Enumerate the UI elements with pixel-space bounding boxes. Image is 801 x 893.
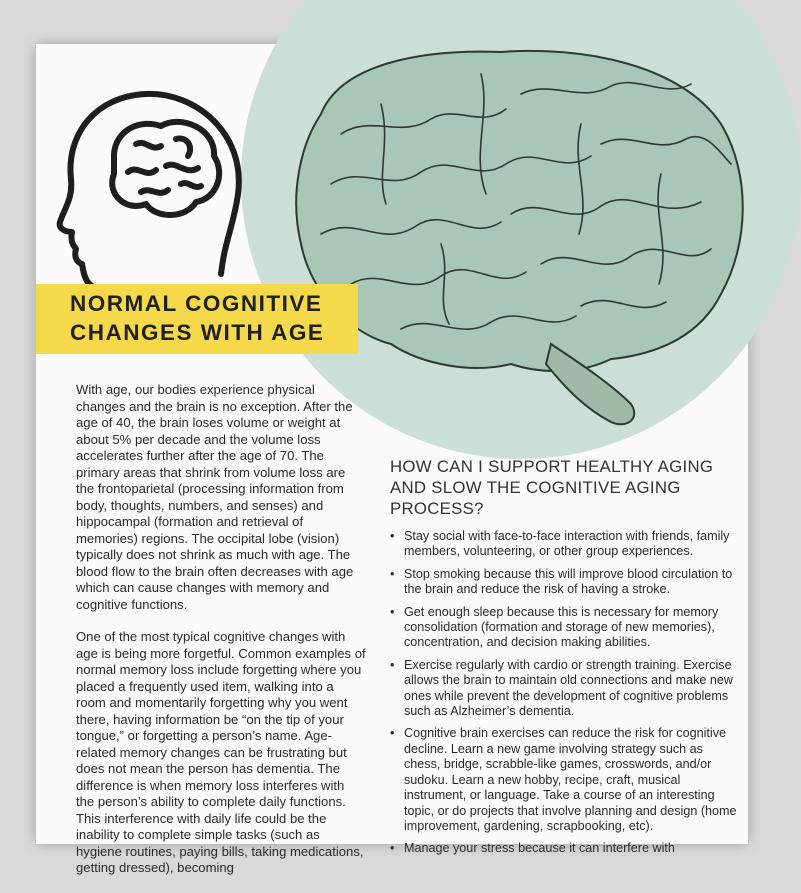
list-item <box>390 529 740 560</box>
list-item <box>390 726 740 834</box>
list-item-text: Cognitive brain exercises can reduce the risk for cognitive decline. Learn a new game involving strategy such as chess, bridge, scrabble-like games, crosswords, and/or sudoku. Learn a new hobby, recipe, craft, musical instrument, or language. Take a course of an interesting topic, or do projects that involve planning and design (home improvement, gardening, scrapbooking, etc). <box>404 726 737 833</box>
list-item <box>390 841 740 856</box>
title-line-1: NORMAL COGNITIVE <box>70 291 323 316</box>
brain-illustration <box>281 44 761 434</box>
bullet-icon: • <box>390 566 395 581</box>
list-item <box>390 605 740 651</box>
list-item-text: Stay social with face-to-face interaction with friends, family members, volunteering, or other group experiences. <box>404 529 730 559</box>
list-item <box>390 567 740 598</box>
title-line-2: CHANGES WITH AGE <box>70 320 325 345</box>
list-item-text: Get enough sleep because this is necessary for memory consolidation (formation and storage of new memories), concentration, and decision making abilities. <box>404 604 719 650</box>
tips-list <box>390 529 740 857</box>
list-item-text: Manage your stress because it can interfere with <box>404 841 675 856</box>
bullet-icon: • <box>390 841 395 856</box>
left-column <box>76 382 366 893</box>
bullet-icon: • <box>390 529 395 543</box>
head-brain-icon <box>56 84 256 314</box>
bullet-icon: • <box>390 726 395 741</box>
bullet-icon: • <box>390 657 395 672</box>
right-column <box>390 456 740 864</box>
list-item <box>390 658 740 720</box>
handout-page <box>36 44 748 875</box>
list-item-text: Exercise regularly with cardio or strength training. Exercise allows the brain to maintain old connections and make new ones while prevent the development of cognitive problems such as Alzheimer’s dementia. <box>404 657 734 719</box>
forgetfulness-paragraph: One of the most typical cognitive changes with age is being more forgetful. Common examples of normal memory loss include forgetting where you placed a frequently used item, walking into a room and momentarily forgetting why you went there, having information be “on the tip of your tongue,” or forgetting a person’s name. Age-related memory changes can be frustrating but does not mean the person has dementia. The difference is when memory loss interferes with the person’s ability to complete daily functions. This interference with daily life could be the inability to complete simple tasks (such as hygiene routines, paying bills, taking medications, getting dressed), becoming <box>76 629 366 875</box>
bullet-icon: • <box>390 604 395 619</box>
section-heading: HOW CAN I SUPPORT HEALTHY AGING AND SLOW THE COGNITIVE AGING PROCESS? <box>390 457 714 518</box>
intro-paragraph: With age, our bodies experience physical changes and the brain is no exception. After the age of 40, the brain loses volume or weight at about 5% per decade and the volume loss accelerates further after the age of 70. The primary areas that shrink from volume loss are the frontoparietal (processing information from body, thoughts, numbers, and senses) and hippocampal (formation and retrieval of memories) regions. The occipital lobe (vision) typically does not shrink as much with age. The blood flow to the brain often decreases with age which can cause changes with memory and cognitive functions. <box>76 382 354 612</box>
list-item-text: Stop smoking because this will improve blood circulation to the brain and reduce the risk of having a stroke. <box>404 566 733 597</box>
